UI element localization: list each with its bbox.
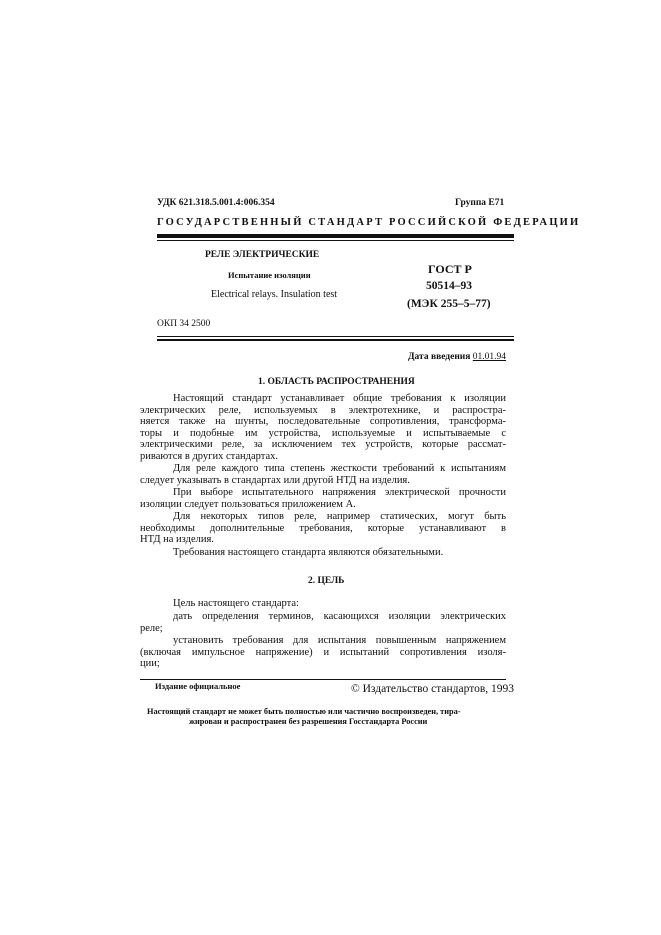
text-line: электрическими реле, за исключением тех устройств, которые рассмат-	[140, 439, 506, 451]
section-2-paragraph-2	[140, 635, 506, 670]
text-line: следует указывать в стандартах или другой НТД на изделия.	[140, 474, 410, 486]
section-1-paragraph-2	[140, 463, 506, 486]
title-rule-thin	[157, 336, 514, 337]
text-line: риваются в других стандартах.	[140, 450, 278, 462]
copyright-notice: © Издательство стандартов, 1993	[351, 683, 515, 695]
effective-date-label: Дата введения	[408, 352, 471, 362]
okp-code: ОКП 34 2500	[157, 319, 211, 329]
reproduction-notice-line-1: Настоящий стандарт не может быть полностью или частично воспроизведен, тира-	[147, 707, 461, 716]
title-rule-thick	[157, 339, 514, 341]
text-line: дать определения терминов, касающихся изоляции электрических	[173, 611, 506, 622]
section-2-heading: 2. ЦЕЛЬ	[308, 576, 345, 586]
section-1-paragraph-5	[140, 547, 506, 559]
standard-title: РЕЛЕ ЭЛЕКТРИЧЕСКИЕ	[205, 250, 320, 260]
header-thick-rule	[157, 234, 514, 238]
standard-subtitle: Испытание изоляции	[228, 270, 311, 280]
section-2-paragraph-1	[140, 611, 506, 634]
text-line: Для реле каждого типа степень жесткости требований к испытаниям	[173, 463, 506, 474]
text-line: реле;	[140, 622, 163, 634]
gost-number: 50514–93	[426, 280, 472, 292]
text-line: няется также на шунты, последовательные сопротивления, трансформа-	[140, 416, 506, 428]
text-line: (включая импульсное напряжение) и испытаний сопротивления изоля-	[140, 646, 506, 658]
text-line: необходимы дополнительные требования, которые устанавливают в	[140, 522, 506, 534]
text-line: изоляции следует пользоваться приложением А.	[140, 498, 356, 510]
text-line: При выборе испытательного напряжения электрической прочности	[173, 487, 506, 498]
text-line: НТД на изделия.	[140, 534, 214, 546]
section-1-heading: 1. ОБЛАСТЬ РАСПРОСТРАНЕНИЯ	[258, 377, 415, 387]
header-thin-rule	[157, 240, 514, 241]
reproduction-notice-line-2: жирован и распространен без разрешения Госстандарта России	[189, 717, 428, 726]
standard-title-english: Electrical relays. Insulation test	[211, 289, 338, 300]
section-1-paragraph-3	[140, 487, 506, 510]
group-code: Группа Е71	[455, 198, 505, 208]
text-line: Для некоторых типов реле, например статических, могут быть	[173, 511, 506, 522]
text-line: электрических реле, используемых в электротехнике, и распростра-	[140, 404, 506, 416]
text-line: установить требования для испытания повышенным напряжением	[173, 635, 506, 646]
effective-date-value: 01.01.94	[472, 352, 507, 362]
gost-label: ГОСТ Р	[428, 262, 472, 276]
iec-number: (МЭК 255–5–77)	[407, 298, 491, 310]
text-line: Требования настоящего стандарта являются обязательными.	[173, 547, 444, 558]
udc-code: УДК 621.318.5.001.4:006.354	[157, 198, 275, 208]
effective-date	[408, 352, 506, 362]
section-1-paragraph-4	[140, 511, 506, 546]
text-line: ции;	[140, 658, 160, 670]
section-2-intro	[140, 598, 506, 610]
section-1-paragraph-1	[140, 393, 506, 463]
official-edition-label: Издание официальное	[155, 681, 241, 691]
footer-rule	[140, 679, 506, 680]
state-standard-banner: ГОСУДАРСТВЕННЫЙ СТАНДАРТ РОССИЙСКОЙ ФЕДЕРАЦИИ	[157, 217, 581, 228]
text-line: Цель настоящего стандарта:	[173, 598, 299, 609]
text-line: торы и подобные им устройства, используемые и испытываемые с	[140, 427, 506, 439]
text-line: Настоящий стандарт устанавливает общие требования к изоляции	[173, 393, 506, 404]
